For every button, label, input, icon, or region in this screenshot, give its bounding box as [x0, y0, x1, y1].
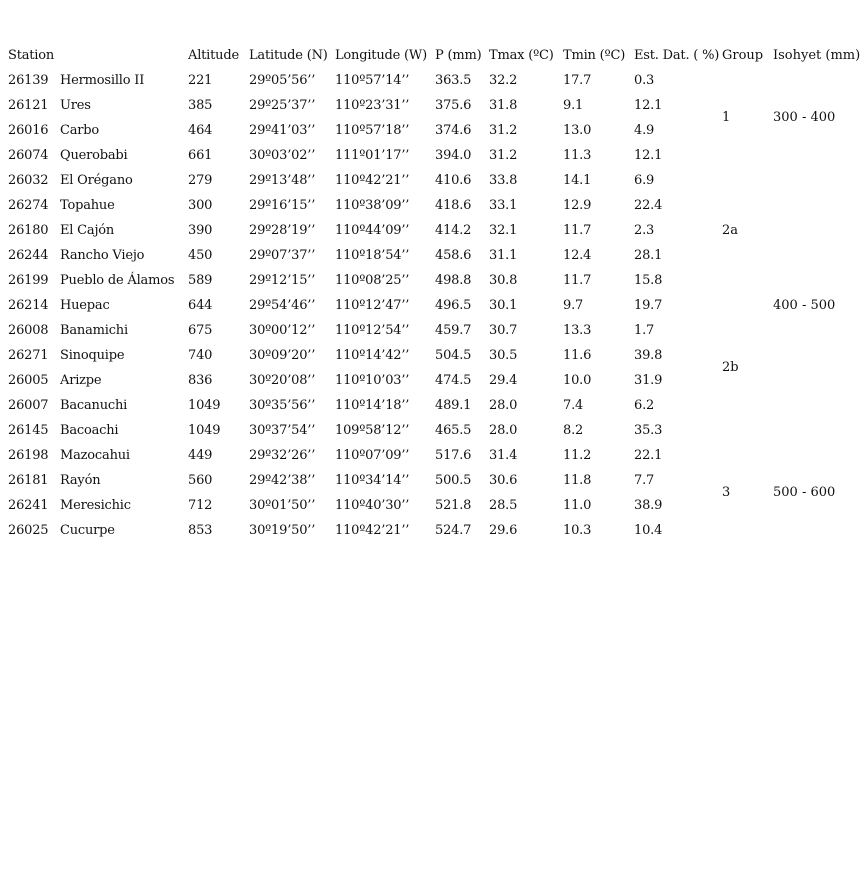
cell-tmin: 10.0 — [563, 373, 592, 388]
table-row — [0, 518, 868, 543]
cell-tmin: 7.4 — [563, 398, 584, 413]
cell-altitude: 300 — [188, 198, 213, 213]
cell-estimated-data: 6.9 — [634, 173, 655, 188]
header-isohyet: Isohyet (mm) — [773, 48, 861, 63]
cell-estimated-data: 38.9 — [634, 498, 663, 513]
cell-longitude: 109º58’12’’ — [335, 423, 410, 438]
table-row — [0, 293, 868, 318]
table-row — [0, 118, 868, 143]
table-row — [0, 93, 868, 118]
cell-latitude: 29º05’56’’ — [249, 73, 316, 88]
cell-station-id: 26214 — [8, 298, 49, 313]
cell-altitude: 589 — [188, 273, 213, 288]
cell-altitude: 1049 — [188, 398, 221, 413]
cell-tmax: 29.6 — [489, 523, 518, 538]
cell-tmax: 28.5 — [489, 498, 518, 513]
cell-tmin: 11.7 — [563, 223, 592, 238]
cell-station-name: Mazocahui — [60, 448, 130, 463]
header-latitude: Latitude (N) — [249, 48, 328, 63]
cell-longitude: 110º14’18’’ — [335, 398, 410, 413]
cell-tmin: 13.0 — [563, 123, 592, 138]
cell-estimated-data: 6.2 — [634, 398, 655, 413]
cell-latitude: 30º19’50’’ — [249, 523, 316, 538]
cell-altitude: 740 — [188, 348, 213, 363]
cell-longitude: 110º57’14’’ — [335, 73, 410, 88]
cell-estimated-data: 12.1 — [634, 148, 663, 163]
cell-longitude: 110º18’54’’ — [335, 248, 410, 263]
isohyet-label-500-600: 500 - 600 — [773, 485, 836, 500]
cell-latitude: 30º37’54’’ — [249, 423, 316, 438]
cell-tmax: 31.4 — [489, 448, 518, 463]
cell-tmin: 11.3 — [563, 148, 592, 163]
header-altitude: Altitude — [188, 48, 239, 63]
cell-latitude: 30º35’56’’ — [249, 398, 316, 413]
cell-latitude: 29º13’48’’ — [249, 173, 316, 188]
cell-estimated-data: 22.1 — [634, 448, 663, 463]
cell-longitude: 110º23’31’’ — [335, 98, 410, 113]
cell-altitude: 836 — [188, 373, 213, 388]
isohyet-label-400-500: 400 - 500 — [773, 298, 836, 313]
group-label-1: 1 — [722, 110, 731, 125]
cell-station-id: 26032 — [8, 173, 49, 188]
cell-estimated-data: 12.1 — [634, 98, 663, 113]
cell-station-name: Sinoquipe — [60, 348, 125, 363]
cell-tmax: 31.2 — [489, 148, 518, 163]
cell-precipitation: 465.5 — [435, 423, 472, 438]
cell-tmin: 11.0 — [563, 498, 592, 513]
cell-tmin: 12.4 — [563, 248, 592, 263]
table-row — [0, 143, 868, 168]
cell-latitude: 30º00’12’’ — [249, 323, 316, 338]
table-row — [0, 243, 868, 268]
table-row — [0, 443, 868, 468]
cell-altitude: 464 — [188, 123, 213, 138]
cell-station-id: 26005 — [8, 373, 49, 388]
cell-station-name: Hermosillo II — [60, 73, 145, 88]
cell-longitude: 110º14’42’’ — [335, 348, 410, 363]
cell-tmin: 14.1 — [563, 173, 592, 188]
cell-station-id: 26016 — [8, 123, 49, 138]
cell-altitude: 712 — [188, 498, 213, 513]
cell-longitude: 111º01’17’’ — [335, 148, 410, 163]
cell-latitude: 29º07’37’’ — [249, 248, 316, 263]
cell-estimated-data: 15.8 — [634, 273, 663, 288]
header-longitude: Longitude (W) — [335, 48, 427, 63]
cell-tmin: 17.7 — [563, 73, 592, 88]
cell-tmin: 9.1 — [563, 98, 584, 113]
cell-precipitation: 414.2 — [435, 223, 472, 238]
cell-estimated-data: 31.9 — [634, 373, 663, 388]
cell-station-id: 26199 — [8, 273, 49, 288]
cell-estimated-data: 0.3 — [634, 73, 655, 88]
cell-altitude: 853 — [188, 523, 213, 538]
cell-altitude: 644 — [188, 298, 213, 313]
cell-altitude: 385 — [188, 98, 213, 113]
cell-precipitation: 517.6 — [435, 448, 472, 463]
header-group: Group — [722, 48, 764, 63]
cell-tmin: 13.3 — [563, 323, 592, 338]
cell-altitude: 390 — [188, 223, 213, 238]
cell-tmax: 30.1 — [489, 298, 518, 313]
cell-longitude: 110º08’25’’ — [335, 273, 410, 288]
cell-station-id: 26180 — [8, 223, 49, 238]
table-row — [0, 393, 868, 418]
cell-station-name: Rancho Viejo — [60, 248, 145, 263]
cell-station-name: Huepac — [60, 298, 110, 313]
cell-tmax: 30.6 — [489, 473, 518, 488]
cell-estimated-data: 28.1 — [634, 248, 663, 263]
cell-precipitation: 504.5 — [435, 348, 472, 363]
cell-tmax: 33.1 — [489, 198, 518, 213]
cell-tmax: 31.2 — [489, 123, 518, 138]
cell-precipitation: 394.0 — [435, 148, 472, 163]
table-row — [0, 468, 868, 493]
header-estimated-data: Est. Dat. ( %) — [634, 48, 720, 63]
cell-estimated-data: 35.3 — [634, 423, 663, 438]
cell-station-name: Ures — [60, 98, 91, 113]
cell-station-name: El Cajón — [60, 223, 115, 238]
cell-estimated-data: 4.9 — [634, 123, 655, 138]
cell-latitude: 29º12’15’’ — [249, 273, 316, 288]
cell-station-id: 26008 — [8, 323, 49, 338]
cell-precipitation: 374.6 — [435, 123, 472, 138]
cell-station-id: 26181 — [8, 473, 49, 488]
cell-tmin: 10.3 — [563, 523, 592, 538]
cell-station-name: Bacanuchi — [60, 398, 128, 413]
cell-precipitation: 458.6 — [435, 248, 472, 263]
cell-station-name: Topahue — [60, 198, 115, 213]
table-row — [0, 418, 868, 443]
cell-station-name: Pueblo de Álamos — [60, 273, 175, 288]
cell-station-id: 26198 — [8, 448, 49, 463]
table-row — [0, 318, 868, 343]
cell-altitude: 221 — [188, 73, 213, 88]
cell-latitude: 30º03’02’’ — [249, 148, 316, 163]
cell-latitude: 30º20’08’’ — [249, 373, 316, 388]
cell-altitude: 1049 — [188, 423, 221, 438]
cell-tmax: 32.2 — [489, 73, 518, 88]
cell-tmax: 31.1 — [489, 248, 518, 263]
cell-station-id: 26274 — [8, 198, 49, 213]
cell-station-name: Cucurpe — [60, 523, 115, 538]
cell-latitude: 29º41’03’’ — [249, 123, 316, 138]
cell-tmin: 9.7 — [563, 298, 584, 313]
group-label-3: 3 — [722, 485, 731, 500]
cell-precipitation: 489.1 — [435, 398, 472, 413]
cell-station-id: 26074 — [8, 148, 49, 163]
cell-estimated-data: 1.7 — [634, 323, 655, 338]
cell-tmax: 28.0 — [489, 398, 518, 413]
cell-precipitation: 521.8 — [435, 498, 472, 513]
cell-tmin: 11.7 — [563, 273, 592, 288]
cell-station-id: 26139 — [8, 73, 49, 88]
cell-station-name: Banamichi — [60, 323, 128, 338]
cell-tmax: 31.8 — [489, 98, 518, 113]
cell-tmax: 30.8 — [489, 273, 518, 288]
cell-precipitation: 500.5 — [435, 473, 472, 488]
cell-longitude: 110º12’47’’ — [335, 298, 410, 313]
cell-precipitation: 363.5 — [435, 73, 472, 88]
cell-latitude: 29º25’37’’ — [249, 98, 316, 113]
isohyet-label-300-400: 300 - 400 — [773, 110, 836, 125]
cell-precipitation: 375.6 — [435, 98, 472, 113]
table-row — [0, 168, 868, 193]
cell-station-name: Carbo — [60, 123, 100, 138]
table-header-row — [0, 43, 868, 68]
cell-station-id: 26007 — [8, 398, 49, 413]
cell-longitude: 110º38’09’’ — [335, 198, 410, 213]
cell-precipitation: 498.8 — [435, 273, 472, 288]
header-station: Station — [8, 48, 55, 63]
cell-station-name: El Orégano — [60, 173, 133, 188]
cell-station-name: Rayón — [60, 473, 101, 488]
cell-estimated-data: 10.4 — [634, 523, 663, 538]
cell-longitude: 110º34’14’’ — [335, 473, 410, 488]
cell-altitude: 450 — [188, 248, 213, 263]
cell-precipitation: 410.6 — [435, 173, 472, 188]
cell-station-id: 26121 — [8, 98, 49, 113]
cell-estimated-data: 7.7 — [634, 473, 655, 488]
cell-station-id: 26145 — [8, 423, 49, 438]
cell-precipitation: 524.7 — [435, 523, 472, 538]
cell-tmin: 11.8 — [563, 473, 592, 488]
cell-latitude: 29º28’19’’ — [249, 223, 316, 238]
group-label-2b: 2b — [722, 360, 739, 375]
cell-estimated-data: 39.8 — [634, 348, 663, 363]
cell-latitude: 30º01’50’’ — [249, 498, 316, 513]
cell-tmax: 29.4 — [489, 373, 518, 388]
cell-station-id: 26241 — [8, 498, 49, 513]
header-tmax: Tmax (ºC) — [489, 48, 554, 63]
cell-tmax: 33.8 — [489, 173, 518, 188]
cell-longitude: 110º12’54’’ — [335, 323, 410, 338]
cell-longitude: 110º42’21’’ — [335, 173, 410, 188]
cell-precipitation: 474.5 — [435, 373, 472, 388]
cell-latitude: 29º16’15’’ — [249, 198, 316, 213]
header-precipitation: P (mm) — [435, 48, 482, 63]
cell-longitude: 110º40’30’’ — [335, 498, 410, 513]
table-row — [0, 193, 868, 218]
header-tmin: Tmin (ºC) — [563, 48, 626, 63]
cell-station-name: Bacoachi — [60, 423, 119, 438]
cell-tmax: 30.7 — [489, 323, 518, 338]
cell-station-id: 26271 — [8, 348, 49, 363]
cell-longitude: 110º44’09’’ — [335, 223, 410, 238]
cell-longitude: 110º57’18’’ — [335, 123, 410, 138]
table-row — [0, 68, 868, 93]
cell-station-name: Meresichic — [60, 498, 131, 513]
cell-latitude: 30º09’20’’ — [249, 348, 316, 363]
cell-tmax: 28.0 — [489, 423, 518, 438]
cell-estimated-data: 2.3 — [634, 223, 655, 238]
cell-latitude: 29º42’38’’ — [249, 473, 316, 488]
cell-longitude: 110º07’09’’ — [335, 448, 410, 463]
group-label-2a: 2a — [722, 223, 739, 238]
cell-estimated-data: 19.7 — [634, 298, 663, 313]
table-row — [0, 493, 868, 518]
cell-tmin: 11.2 — [563, 448, 592, 463]
cell-precipitation: 459.7 — [435, 323, 472, 338]
cell-latitude: 29º32’26’’ — [249, 448, 316, 463]
cell-altitude: 449 — [188, 448, 213, 463]
cell-altitude: 675 — [188, 323, 213, 338]
cell-tmin: 12.9 — [563, 198, 592, 213]
cell-precipitation: 418.6 — [435, 198, 472, 213]
cell-longitude: 110º10’03’’ — [335, 373, 410, 388]
cell-station-name: Querobabi — [60, 148, 128, 163]
cell-station-id: 26025 — [8, 523, 49, 538]
cell-tmin: 11.6 — [563, 348, 592, 363]
cell-latitude: 29º54’46’’ — [249, 298, 316, 313]
cell-tmin: 8.2 — [563, 423, 584, 438]
cell-precipitation: 496.5 — [435, 298, 472, 313]
cell-estimated-data: 22.4 — [634, 198, 663, 213]
cell-station-id: 26244 — [8, 248, 49, 263]
cell-tmax: 32.1 — [489, 223, 518, 238]
cell-station-name: Arizpe — [60, 373, 102, 388]
cell-altitude: 560 — [188, 473, 213, 488]
table-row — [0, 268, 868, 293]
cell-altitude: 661 — [188, 148, 213, 163]
cell-tmax: 30.5 — [489, 348, 518, 363]
cell-longitude: 110º42’21’’ — [335, 523, 410, 538]
cell-altitude: 279 — [188, 173, 213, 188]
